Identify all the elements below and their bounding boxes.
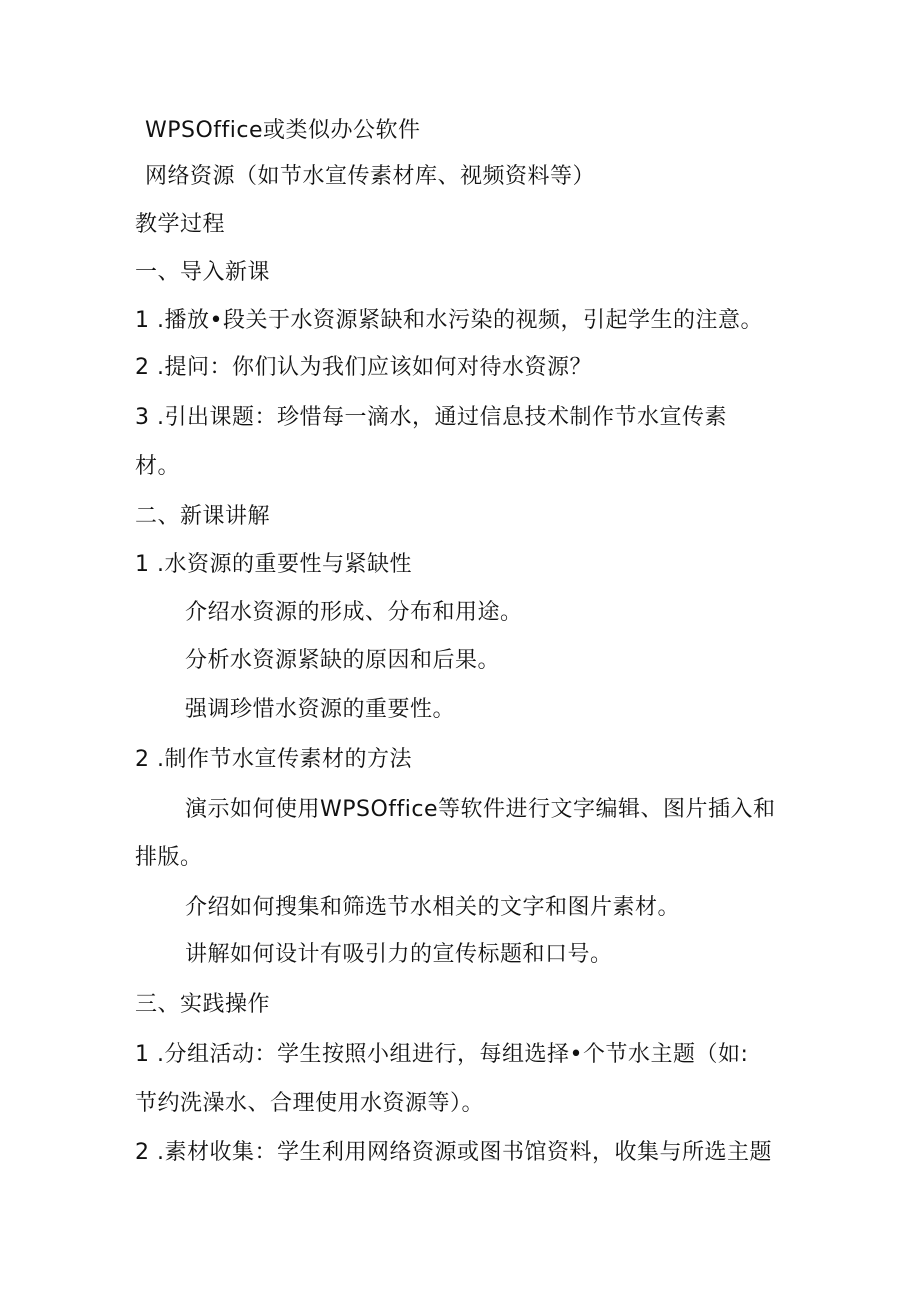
lesson-topic-2-point-1-continued: 排版。 — [135, 845, 203, 870]
lesson-topic-1: 1 .水资源的重要性与紧缺性 — [135, 552, 412, 577]
intro-step-2: 2 .提问：你们认为我们应该如何对待水资源？ — [135, 355, 592, 380]
intro-step-1: 1 .播放•段关于水资源紧缺和水污染的视频，引起学生的注意。 — [135, 308, 763, 333]
section-heading-process: 教学过程 — [135, 212, 226, 237]
section-heading-intro: 一、导入新课 — [135, 260, 271, 285]
lesson-topic-2-point-1: 演示如何使用WPSOffice等软件进行文字编辑、图片插入和 — [185, 797, 776, 822]
lesson-topic-2-point-3: 讲解如何设计有吸引力的宣传标题和口号。 — [185, 942, 613, 967]
materials-network-line: 网络资源（如节水宣传素材库、视频资料等） — [145, 164, 596, 189]
practice-step-1: 1 .分组活动：学生按照小组进行，每组选择•个节水主题（如: — [135, 1042, 749, 1067]
intro-step-3: 3 .引出课题：珍惜每一滴水，通过信息技术制作节水宣传素 — [135, 405, 727, 430]
lesson-topic-2: 2 .制作节水宣传素材的方法 — [135, 747, 412, 772]
materials-software-line: WPSOffice或类似办公软件 — [145, 118, 421, 143]
section-heading-practice: 三、实践操作 — [135, 992, 271, 1017]
practice-step-1-continued: 节约洗澡水、合理使用水资源等）。 — [135, 1091, 485, 1116]
lesson-topic-2-point-2: 介绍如何搜集和筛选节水相关的文字和图片素材。 — [185, 895, 681, 920]
lesson-topic-1-point-2: 分析水资源紧缺的原因和后果。 — [185, 648, 501, 673]
lesson-topic-1-point-1: 介绍水资源的形成、分布和用途。 — [185, 600, 523, 625]
section-heading-new-lesson: 二、新课讲解 — [135, 504, 271, 529]
intro-step-3-continued: 材。 — [135, 454, 181, 479]
lesson-topic-1-point-3: 强调珍惜水资源的重要性。 — [185, 697, 456, 722]
practice-step-2: 2 .素材收集：学生利用网络资源或图书馆资料，收集与所选主题 — [135, 1140, 772, 1165]
